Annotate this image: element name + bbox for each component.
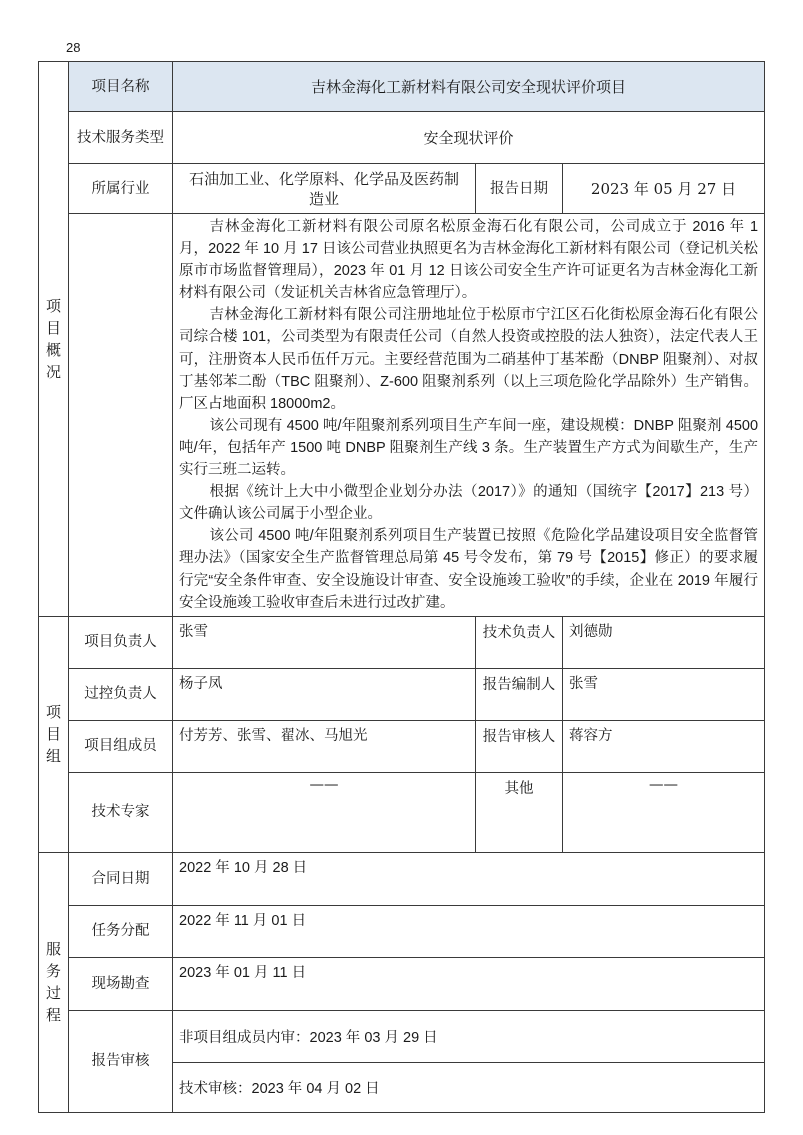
team-row-value: 张雪 (173, 616, 476, 668)
overview-description (173, 214, 765, 617)
service-row-value: 2022 年 11 月 01 日 (173, 905, 765, 957)
overview-empty-label (69, 214, 173, 617)
service-row-label: 现场勘查 (69, 957, 173, 1010)
page-number: 28 (66, 40, 81, 55)
service-row-label: 任务分配 (69, 905, 173, 957)
team-row-label: 过控负责人 (69, 668, 173, 720)
team-role-value: 蒋容方 (563, 720, 765, 772)
team-row-value: —— (173, 772, 476, 852)
category-team (39, 616, 69, 852)
report-date-label: 报告日期 (476, 164, 563, 214)
category-team-label: 项目组 (45, 703, 61, 766)
category-service-label: 服务过程 (45, 940, 61, 1025)
project-info-table (38, 61, 765, 1113)
team-role-label: 技术负责人 (476, 616, 563, 668)
report-date-value: 2023 年 05 月 27 日 (563, 164, 765, 214)
team-role-value: —— (563, 772, 765, 852)
team-role-label: 其他 (476, 772, 563, 852)
service-type-label: 技术服务类型 (69, 112, 173, 164)
overview-paragraph: 吉林金海化工新材料有限公司原名松原金海石化有限公司，公司成立于 2016 年 1 月，2022 年 10 月 17 日该公司营业执照更名为吉林金海化工新材料有限公司（登记机关松原市市场监督管理局），2023 年 01 月 12 日该公司安全生产许可证更名为吉林金海化工新材料有限公司（发证机关吉林省应急管理厅）。 (179, 219, 759, 302)
service-row-value: 2023 年 01 月 11 日 (173, 957, 765, 1010)
team-row-label: 项目组成员 (69, 720, 173, 772)
category-overview-label: 项目概况 (45, 296, 61, 381)
service-row-label: 合同日期 (69, 852, 173, 905)
industry-value: 石油加工业、化学原料、化学品及医药制造业 (173, 164, 476, 214)
technical-review-value: 技术审核：2023 年 04 月 02 日 (173, 1062, 765, 1112)
team-row-label: 项目负责人 (69, 616, 173, 668)
internal-review-value: 非项目组成员内审：2023 年 03 月 29 日 (173, 1010, 765, 1062)
industry-label: 所属行业 (69, 164, 173, 214)
service-row-value: 2022 年 10 月 28 日 (173, 852, 765, 905)
project-name-value: 吉林金海化工新材料有限公司安全现状评价项目 (173, 62, 765, 112)
project-name-label: 项目名称 (69, 62, 173, 112)
overview-paragraph: 该公司 4500 吨/年阻聚剂系列项目生产装置已按照《危险化学品建设项目安全监督管理办法》（国家安全生产监督管理总局第 45 号令发布，第 79 号【2015】修正）的要求履行完“安全条件审查、安全设施设计审查、安全设施竣工验收”的手续，企业在 2019 年履行安全设施竣工验收审查后未进行过改扩建。 (179, 528, 759, 611)
category-service (39, 852, 69, 1112)
service-type-value: 安全现状评价 (173, 112, 765, 164)
overview-paragraph: 吉林金海化工新材料有限公司注册地址位于松原市宁江区石化街松原金海石化有限公司综合楼 101，公司类型为有限责任公司（自然人投资或控股的法人独资），法定代表人王可，注册资本人民币伍仟万元。主要经营范围为二硝基仲丁基苯酚（DNBP 阻聚剂）、对叔丁基邻苯二酚（TBC 阻聚剂）、Z-600 阻聚剂系列（以上三项危险化学品除外）生产销售。厂区占地面积 18000m2。 (179, 307, 759, 412)
overview-paragraph: 根据《统计上大中小微型企业划分办法（2017）》的通知（国统字【2017】213 号）文件确认该公司属于小型企业。 (179, 484, 759, 523)
team-role-value: 刘德勋 (563, 616, 765, 668)
team-row-value: 杨子凤 (173, 668, 476, 720)
team-role-label: 报告编制人 (476, 668, 563, 720)
team-role-value: 张雪 (563, 668, 765, 720)
overview-paragraph: 该公司现有 4500 吨/年阻聚剂系列项目生产车间一座，建设规模：DNBP 阻聚剂 4500 吨/年，包括年产 1500 吨 DNBP 阻聚剂生产线 3 条。生产装置生产方式为间歇生产，生产实行三班二运转。 (179, 417, 759, 479)
team-row-value: 付芳芳、张雪、翟冰、马旭光 (173, 720, 476, 772)
category-overview (39, 62, 69, 617)
team-role-label: 报告审核人 (476, 720, 563, 772)
team-row-label: 技术专家 (69, 772, 173, 852)
report-review-label: 报告审核 (69, 1010, 173, 1112)
